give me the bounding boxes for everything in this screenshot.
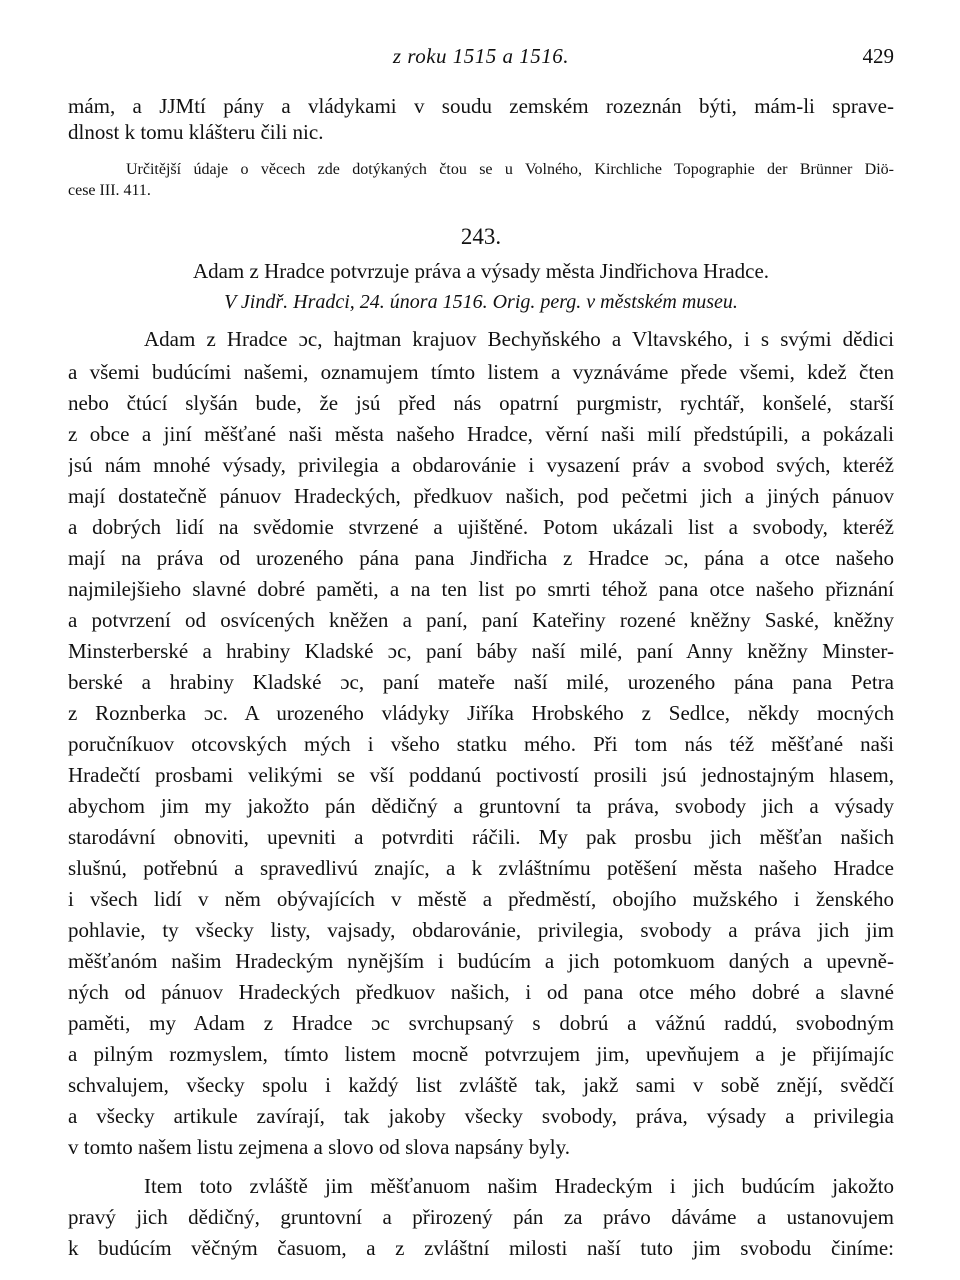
text-line: mají dostatečně pánuov Hradeckých, předkuov našich, pod pečetmi jich a jiných pánuov <box>68 484 894 508</box>
text-line: z obce a jiní měšťané naši města našeho Hradce, věrní naši milí předstúpili, a pokázali <box>68 422 894 446</box>
text-line: najmilejšieho slavné dobré paměti, a na ten list po smrti téhož pana otce našeho přiznání <box>68 577 894 601</box>
text-line: slušnú, potřebnú a spravedlivú znajíc, a k zvláštnímu potěšení města našeho Hradce <box>68 856 894 880</box>
text-line: mám, a JJMtí pány a vládykami v soudu zemském rozeznán býti, mám-li sprave- <box>68 94 894 118</box>
text-line: z Roznberka ɔc. A urozeného vládyky Jiříka Hrobského z Sedlce, někdy mocných <box>68 701 894 725</box>
text-line: berské a hrabiny Kladské ɔc, paní mateře naší milé, urozeného pána pana Petra <box>68 670 894 694</box>
running-header <box>68 44 894 74</box>
footnote-line: Určitější údaje o věcech zde dotýkaných čtou se u Volného, Kirchliche Topographie der Brünner Diö- <box>126 161 894 178</box>
text-line: a potvrzení od osvícených kněžen a paní, paní Kateřiny rozené kněžny Saské, kněžny <box>68 608 894 632</box>
document-source: V Jindř. Hradci, 24. února 1516. Orig. perg. v městském museu. <box>224 291 738 313</box>
text-line: schvalujem, všecky spolu i každý list zvláště tak, jakž sami v sobě znějí, svědčí <box>68 1073 894 1097</box>
text-line: i všech lidí v něm obývajících v městě a předměstí, obojího mužského i ženského <box>68 887 894 911</box>
text-line: mají na práva od urozeného pána pana Jindřicha z Hradce ɔc, pána a otce našeho <box>68 546 894 570</box>
footnote-line: cese III. 411. <box>68 182 151 199</box>
text-line: pravý jich dědičný, gruntovní a přirozený pán za právo dáváme a ustanovujem <box>68 1205 894 1229</box>
text-line: k budúcím věčným časuom, a z zvláštní milosti naší tuto jim svobodu činíme: <box>68 1236 894 1260</box>
text-line: Adam z Hradce ɔc, hajtman krajuov Bechyňského a Vltavského, i s svými dědici <box>144 327 894 351</box>
running-title: z roku 1515 a 1516. <box>392 44 570 68</box>
text-line: Hradečtí prosbami velikými se vší poddanú poctivostí prosili jsú jednostajným hlasem, <box>68 763 894 787</box>
text-line: dlnost k tomu klášteru čili nic. <box>68 120 324 144</box>
book-page <box>68 0 894 1280</box>
text-line: a pilným rozmyslem, tímto listem mocně potvrzujem jim, upevňujem a je přijímajíc <box>68 1042 894 1066</box>
text-line: abychom jim my jakožto pán dědičný a gruntovní ta práva, svobody jich a výsady <box>68 794 894 818</box>
document-number: 243. <box>460 224 502 249</box>
text-line: jsú nám mnohé výsady, privilegia a obdarovánie i vysazení práv a svobod svých, kteréž <box>68 453 894 477</box>
text-line: a všemi budúcími našemi, oznamujem tímto listem a vyznáváme přede všemi, kdež čten <box>68 360 894 384</box>
text-line: a dobrých lidí na svědomie stvrzené a ujištěné. Potom ukázali list a svobody, kteréž <box>68 515 894 539</box>
text-line: Item toto zvláště jim měšťanuom našim Hradeckým i jich budúcím jakožto <box>144 1174 894 1198</box>
text-line: a všecky artikule zavírají, tak jakoby všecky svobody, práva, výsady a privilegia <box>68 1104 894 1128</box>
text-line: poručníkuov otcovských mých i všeho statku mého. Při tom nás též měšťané naši <box>68 732 894 756</box>
document-title: Adam z Hradce potvrzuje práva a výsady města Jindřichova Hradce. <box>192 259 770 283</box>
page-number: 429 <box>862 44 894 68</box>
text-line: měšťanóm našim Hradeckým nynějším i budúcím a jich potomkuom daných a upevně- <box>68 949 894 973</box>
text-line: nebo čtúcí slyšán bude, že jsú před nás opatrní purgmistr, rychtář, konšelé, starší <box>68 391 894 415</box>
text-line: Minsterberské a hrabiny Kladské ɔc, paní báby naší milé, paní Anny kněžny Minster- <box>68 639 894 663</box>
text-line: paměti, my Adam z Hradce ɔc svrchupsaný s dobrú a vážnú raddú, svobodným <box>68 1011 894 1035</box>
text-line: pohlavie, ty všecky listy, vajsady, obdarovánie, privilegia, svobody a práva jich jim <box>68 918 894 942</box>
text-line: ných od pánuov Hradeckých předkuov našich, i od pana otce mého dobré a slavné <box>68 980 894 1004</box>
text-line: v tomto našem listu zejmena a slovo od slova napsány byly. <box>68 1135 570 1159</box>
text-line: starodávní obnoviti, upevniti a potvrditi ráčili. My pak prosbu jich měšťan našich <box>68 825 894 849</box>
